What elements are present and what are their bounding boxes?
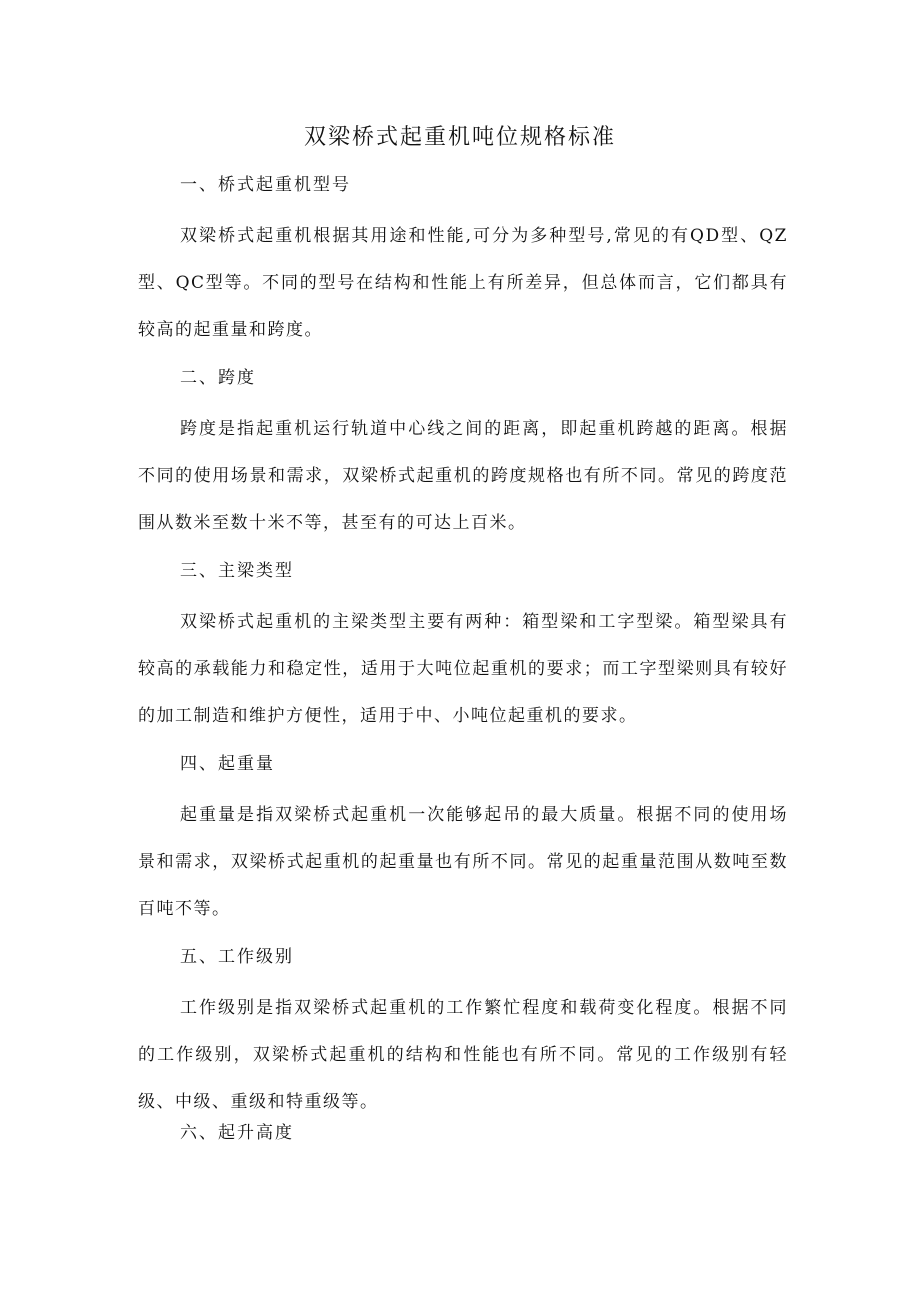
section-heading-lifting-capacity: 四、起重量 (180, 754, 275, 774)
page-title: 双梁桥式起重机吨位规格标准 (303, 125, 616, 150)
section-heading-lifting-height: 六、起升高度 (180, 1123, 294, 1143)
section-paragraph-lifting-capacity: 起重量是指双梁桥式起重机一次能够起吊的最大质量。根据不同的使用场景和需求，双梁桥式起重机的起重量也有所不同。常见的起重量范围从数吨至数百吨不等。 (138, 805, 788, 919)
section-paragraph-model: 双梁桥式起重机根据其用途和性能,可分为多种型号,常见的有QD型、QZ型、QC型等。不同的型号在结构和性能上有所差异，但总体而言，它们都具有较高的起重量和跨度。 (138, 226, 788, 340)
section-heading-main-beam: 三、主梁类型 (180, 561, 294, 581)
section-paragraph-span: 跨度是指起重机运行轨道中心线之间的距离，即起重机跨越的距离。根据不同的使用场景和需求，双梁桥式起重机的跨度规格也有所不同。常见的跨度范围从数米至数十米不等，甚至有的可达上百米。 (138, 419, 788, 533)
section-heading-work-class: 五、工作级别 (180, 947, 294, 967)
section-heading-span: 二、跨度 (180, 368, 256, 388)
section-heading-model: 一、桥式起重机型号 (180, 175, 351, 195)
section-paragraph-work-class: 工作级别是指双梁桥式起重机的工作繁忙程度和载荷变化程度。根据不同的工作级别，双梁桥式起重机的结构和性能也有所不同。常见的工作级别有轻级、中级、重级和特重级等。 (138, 998, 788, 1112)
section-paragraph-main-beam: 双梁桥式起重机的主梁类型主要有两种：箱型梁和工字型梁。箱型梁具有较高的承载能力和稳定性，适用于大吨位起重机的要求；而工字型梁则具有较好的加工制造和维护方便性，适用于中、小吨位起重机的要求。 (138, 612, 788, 726)
